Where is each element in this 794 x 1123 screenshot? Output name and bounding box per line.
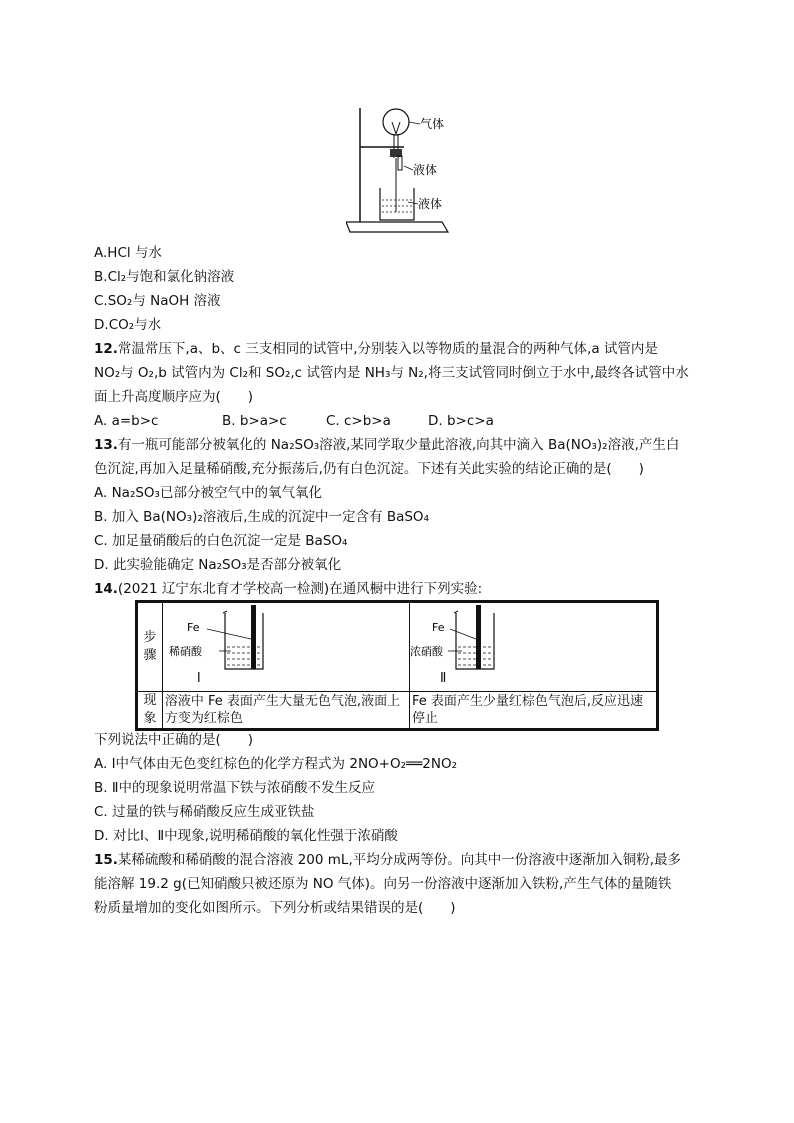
q14-line-1: 14.(2021 辽宁东北育才学校高一检测)在通风橱中进行下列实验:: [94, 581, 483, 597]
q15-line-3: 粉质量增加的变化如图所示。下列分析或结果错误的是( ): [94, 900, 456, 916]
label-liquid-2: 液体: [418, 197, 443, 211]
q13-option-c: C. 加足量硝酸后的白色沉淀一定是 BaSO₄: [94, 533, 348, 549]
q12-options: [94, 411, 494, 431]
step-cell-2: [409, 602, 657, 692]
table-header-phenomena: 现象: [137, 692, 163, 730]
acid-label-2: 浓硝酸: [409, 645, 443, 658]
q13-line-2: 色沉淀,再加入足量稀硝酸,充分振荡后,仍有白色沉淀。下述有关此实验的结论正确的是( ): [94, 461, 644, 477]
q14-prompt: 下列说法中正确的是( ): [94, 732, 254, 748]
q11-option-c: C.SO₂与 NaOH 溶液: [94, 293, 221, 309]
label-gas: 气体: [420, 117, 445, 131]
roman-label-2: Ⅱ: [439, 671, 447, 686]
q11-option-b: B.Cl₂与饱和氯化钠溶液: [94, 269, 235, 285]
q14-option-b: B. Ⅱ中的现象说明常温下铁与浓硝酸不发生反应: [94, 780, 375, 796]
q12-option-d: D. b>c>a: [428, 413, 494, 429]
apparatus-figure: [346, 100, 456, 240]
fe-label-1: Fe: [186, 621, 200, 634]
q14-option-d: D. 对比Ⅰ、Ⅱ中现象,说明稀硝酸的氧化性强于浓硝酸: [94, 828, 398, 844]
fe-label-2: Fe: [431, 621, 445, 634]
q15-line-2: 能溶解 19.2 g(已知硝酸只被还原为 NO 气体)。向另一份溶液中逐渐加入铁粉,产生气体的量随铁: [94, 876, 672, 892]
label-liquid-1: 液体: [413, 163, 438, 177]
q13-option-a: A. Na₂SO₃已部分被空气中的氧气氧化: [94, 485, 322, 501]
q11-option-d: D.CO₂与水: [94, 317, 162, 333]
q14-option-a: A. Ⅰ中气体由无色变红棕色的化学方程式为 2NO+O₂══2NO₂: [94, 756, 457, 772]
q15-line-1: 15.某稀硫酸和稀硝酸的混合溶液 200 mL,平均分成两等份。向其中一份溶液中逐渐加入铜粉,最多: [94, 852, 682, 868]
q12-line-3: 面上升高度顺序应为( ): [94, 389, 254, 405]
q12-option-b: B. b>a>c: [222, 413, 287, 429]
step-cell-1: [162, 602, 409, 692]
q12-option-c: C. c>b>a: [326, 413, 391, 429]
table-header-steps: 步骤: [137, 602, 163, 692]
q12-option-a: A. a=b>c: [94, 413, 159, 429]
q13-line-1: 13.有一瓶可能部分被氧化的 Na₂SO₃溶液,某同学取少量此溶液,向其中滴入 Ba(NO₃)₂溶液,产生白: [94, 437, 680, 453]
q13-option-b: B. 加入 Ba(NO₃)₂溶液后,生成的沉淀中一定含有 BaSO₄: [94, 509, 429, 525]
experiment-table: [135, 600, 659, 731]
roman-label-1: Ⅰ: [196, 671, 201, 686]
phenomenon-cell-2: Fe 表面产生少量红棕色气泡后,反应迅速停止: [409, 692, 657, 730]
phenomenon-cell-1: 溶液中 Fe 表面产生大量无色气泡,液面上方变为红棕色: [162, 692, 409, 730]
q11-option-a: A.HCl 与水: [94, 245, 162, 261]
q12-line-2: NO₂与 O₂,b 试管内为 Cl₂和 SO₂,c 试管内是 NH₃与 N₂,将三支试管同时倒立于水中,最终各试管中水: [94, 365, 689, 381]
q13-option-d: D. 此实验能确定 Na₂SO₃是否部分被氧化: [94, 557, 342, 573]
q12-line-1: 12.常温常压下,a、b、c 三支相同的试管中,分别装入以等物质的量混合的两种气体,a 试管内是: [94, 341, 658, 357]
acid-label-1: 稀硝酸: [168, 645, 202, 658]
beaker-diagram-2: [410, 603, 658, 691]
q14-option-c: C. 过量的铁与稀硝酸反应生成亚铁盐: [94, 804, 315, 820]
